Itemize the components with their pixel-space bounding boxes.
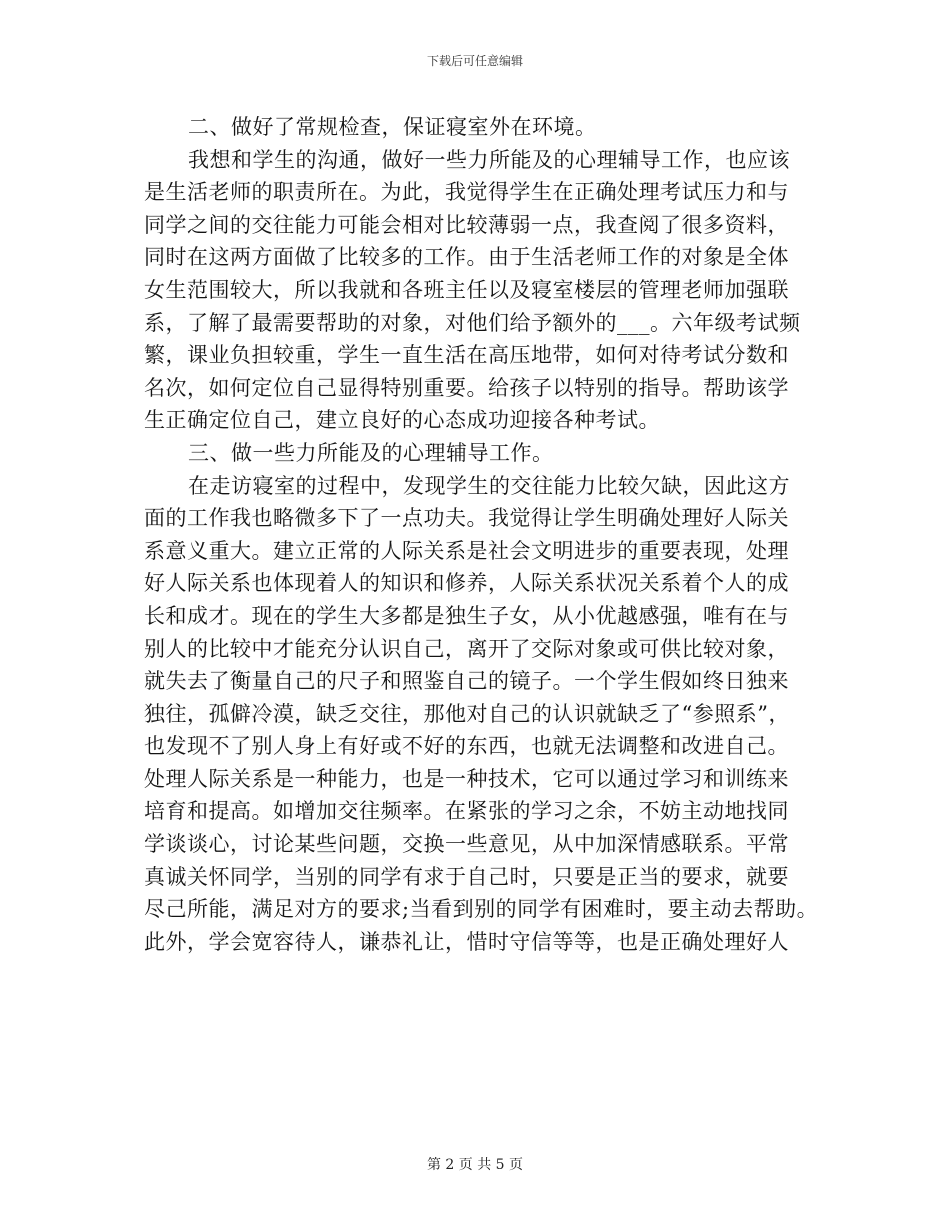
text-line: 真诚关怀同学，当别的同学有求于自己时，只要是正当的要求，就要 (144, 864, 789, 889)
text-line: 独往，孤僻冷漠，缺乏交往，那他对自己的认识就缺乏了“参照系”， (144, 701, 790, 726)
section-heading-3: 三、做一些力所能及的心理辅导工作。 (188, 440, 554, 465)
text-line: 别人的比较中才能充分认识自己，离开了交际对象或可供比较对象， (144, 636, 789, 661)
text-line: 我想和学生的沟通，做好一些力所能及的心理辅导工作，也应该 (188, 147, 790, 172)
text-line: 长和成才。现在的学生大多都是独生子女，从小优越感强，唯有在与 (144, 603, 789, 628)
text-line: 同学之间的交往能力可能会相对比较薄弱一点，我查阅了很多资料， (144, 212, 789, 237)
text-line: 处理人际关系是一种能力，也是一种技术，它可以通过学习和训练来 (144, 766, 789, 791)
text-line: 在走访寝室的过程中，发现学生的交往能力比较欠缺，因此这方 (188, 473, 790, 498)
text-line: 尽己所能，满足对方的要求;当看到别的同学有困难时，要主动去帮助。 (144, 897, 819, 922)
text-line: 此外，学会宽容待人，谦恭礼让，惜时守信等等，也是正确处理好人 (144, 929, 789, 954)
text-line: 也发现不了别人身上有好或不好的东西，也就无法调整和改进自己。 (144, 734, 789, 759)
text-line: 就失去了衡量自己的尺子和照鉴自己的镜子。一个学生假如终日独来 (144, 669, 789, 694)
text-line: 培育和提高。如增加交往频率。在紧张的学习之余，不妨主动地找同 (144, 799, 789, 824)
text-line: 同时在这两方面做了比较多的工作。由于生活老师工作的对象是全体 (144, 245, 789, 270)
document-body (144, 111, 824, 958)
page-number-footer: 第 2 页 共 5 页 (426, 1157, 524, 1173)
section-heading-2: 二、做好了常规检查，保证寝室外在环境。 (188, 115, 597, 139)
text-line: 名次，如何定位自己显得特别重要。给孩子以特别的指导。帮助该学 (144, 375, 789, 400)
text-line: 女生范围较大，所以我就和各班主任以及寝室楼层的管理老师加强联 (144, 277, 789, 302)
text-line: 学谈谈心，讨论某些问题，交换一些意见，从中加深情感联系。平常 (144, 832, 789, 857)
text-line: 是生活老师的职责所在。为此，我觉得学生在正确处理考试压力和与 (144, 180, 789, 205)
text-line: 好人际关系也体现着人的知识和修养，人际关系状况关系着个人的成 (144, 571, 789, 596)
text-line: 繁，课业负担较重，学生一直生活在高压地带，如何对待考试分数和 (144, 343, 789, 368)
text-line: 生正确定位自己，建立良好的心态成功迎接各种考试。 (144, 408, 660, 433)
text-line: 面的工作我也略微多下了一点功夫。我觉得让学生明确处理好人际关 (144, 506, 789, 531)
page-header: 下载后可任意编辑 (426, 54, 523, 68)
text-line: 系，了解了最需要帮助的对象，对他们给予额外的___。六年级考试频 (144, 310, 801, 335)
text-line: 系意义重大。建立正常的人际关系是社会文明进步的重要表现，处理 (144, 538, 789, 563)
